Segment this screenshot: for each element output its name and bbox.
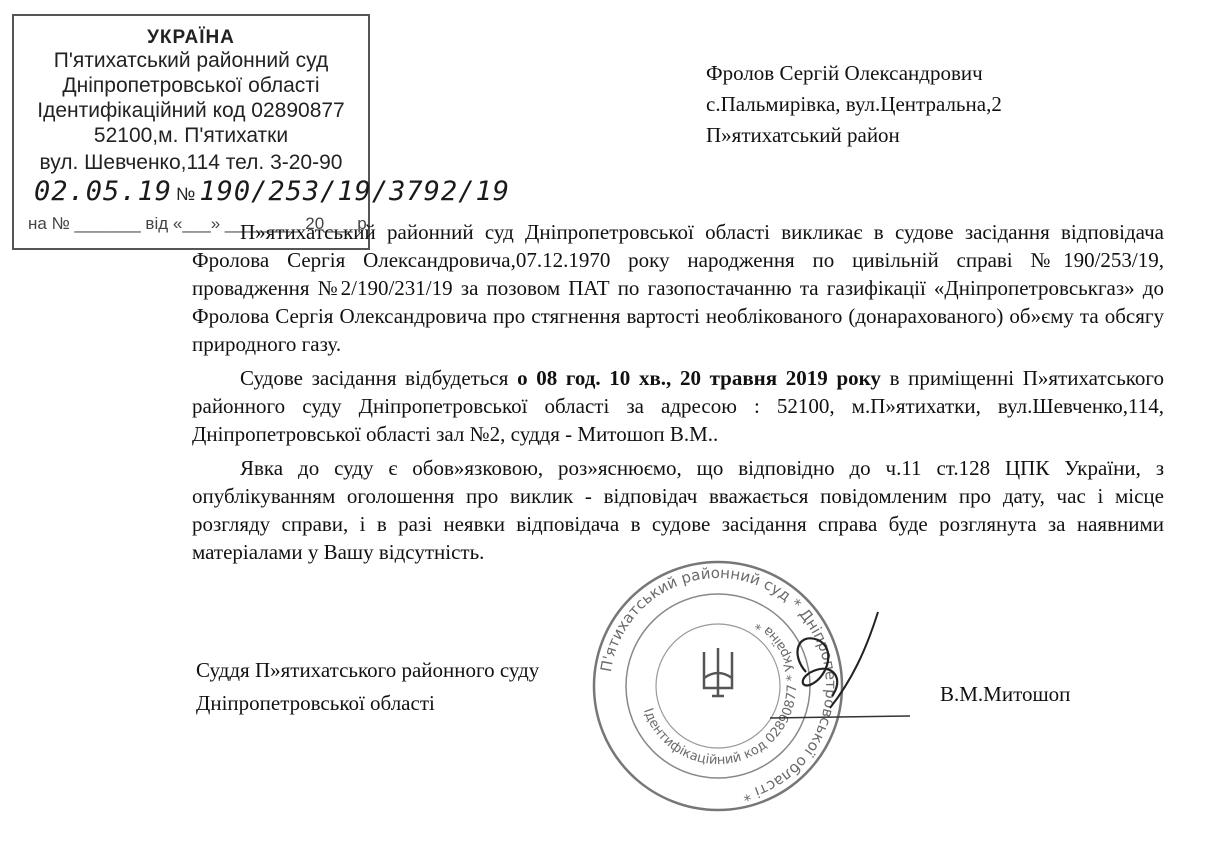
stamp-city: 52100,м. П'ятихатки	[93, 124, 289, 147]
signer-title	[196, 654, 539, 720]
handwritten-signature-icon	[770, 610, 910, 720]
court-stamp	[12, 14, 510, 250]
signer-title-line1: Суддя П»ятихатського районного суду	[196, 658, 540, 682]
paragraph-summons: П»ятихатський районний суд Дніпропетровської області викликає в судове засідання відповідача Фролова Сергія Олександровича,07.12.1970 року народження по цивільній справі №190/253/19, провадження №2/190/231/19 за позовом ПАТ по газопостачанню та газифікації «Дніпропетровськгаз» до Фролова Сергія Олександровича про стягнення вартості необлікованого (донарахованого) об»єму та обсягу природного газу.	[192, 220, 1164, 356]
addressee-name: Фролов Сергій Олександрович	[706, 61, 983, 85]
stamp-region: Дніпропетровської області	[62, 74, 320, 97]
hearing-text-end: в приміщенні П»ятихатського районного суду Дніпропетровської області за адресою : 52100, м.П»ятихатки, вул.Шевченко,114, Дніпропетровської області зал №2, суддя - Митошоп В.М..	[192, 366, 1165, 446]
stamp-street: вул. Шевченко,114 тел. 3-20-90	[39, 151, 343, 174]
signer-name: В.М.Митошоп	[940, 682, 1071, 706]
stamp-court: П'ятихатський районний суд	[53, 49, 329, 72]
hearing-datetime: о 08 год. 10 хв., 20 травня 2019 року	[517, 366, 881, 390]
stamp-id-code: Ідентифікаційний код 02890877	[37, 99, 345, 122]
hearing-text-start: Судове засідання відбудеться	[240, 366, 518, 390]
signer-title-line2: Дніпропетровської області	[196, 691, 435, 715]
stamp-registration	[34, 176, 510, 210]
stamp-ref-line: на № _______ від «___» ________ 20___ р.	[28, 214, 372, 233]
stamp-number-sign: №	[176, 184, 196, 204]
addressee-block	[706, 58, 1002, 151]
paragraph-attendance: Явка до суду є обов»язковою, роз»яснюємо, що відповідно до ч.11 ст.128 ЦПК України, з опублікуванням оголошення про виклик - відповідач вважається повідомленим про дату, час і місце розгляду справи, і в разі неявки відповідача в судове засідання справа буде розглянута за наявними матеріалами у Вашу відсутність.	[192, 456, 1164, 564]
stamp-date: 02.05.19	[34, 176, 173, 207]
paragraph-hearing	[192, 364, 1164, 448]
seal-inner-text: Ідентифікаційний код 02890877 * Україна *	[640, 616, 801, 769]
trident-icon	[704, 648, 732, 696]
addressee-district: П»ятихатський район	[706, 123, 900, 147]
stamp-country: УКРАЇНА	[147, 27, 235, 48]
seal-outer-text: П'ятихатський районний суд * Дніпропетровської області *	[596, 563, 841, 805]
stamp-number: 190/253/19/3792/19	[199, 176, 510, 207]
addressee-address: с.Пальмирівка, вул.Центральна,2	[706, 92, 1002, 116]
summons-body	[192, 218, 1164, 572]
